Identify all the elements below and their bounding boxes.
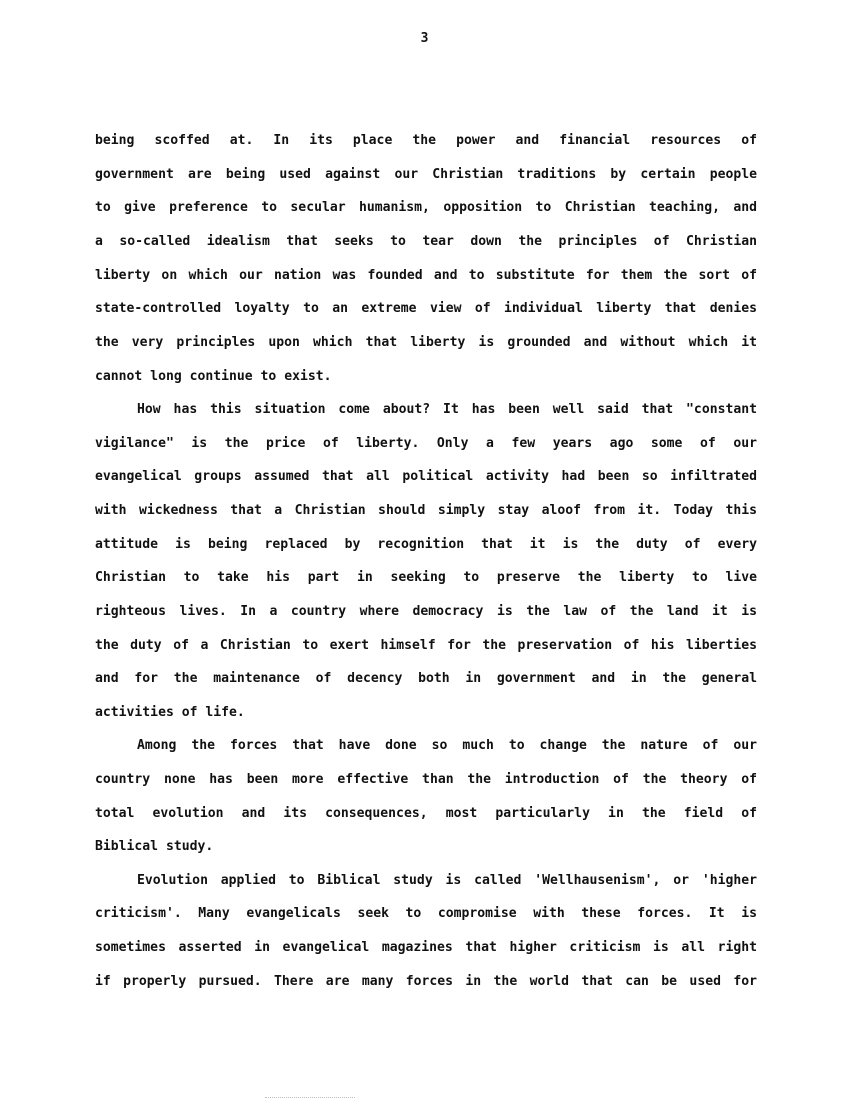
text-line: if properly pursued. There are many forces in the world that can be used for (95, 974, 757, 989)
text-line: Among the forces that have done so much to change the nature of our (137, 738, 757, 753)
text-line: sometimes asserted in evangelical magazines that higher criticism is all right (95, 940, 757, 955)
scan-artifact (265, 1097, 355, 1099)
text-line: being scoffed at. In its place the power and financial resources of (95, 133, 757, 148)
text-line: and for the maintenance of decency both in government and in the general (95, 671, 757, 686)
text-line: a so-called idealism that seeks to tear down the principles of Christian (95, 234, 757, 249)
text-line: government are being used against our Christian traditions by certain people (95, 167, 757, 182)
text-line: How has this situation come about? It has been well said that "constant (137, 402, 757, 417)
text-line: evangelical groups assumed that all political activity had been so infiltrated (95, 469, 757, 484)
text-line: righteous lives. In a country where democracy is the law of the land it is (95, 604, 757, 619)
text-line: activities of life. (95, 705, 245, 720)
text-line: to give preference to secular humanism, opposition to Christian teaching, and (95, 200, 757, 215)
text-line: Biblical study. (95, 839, 214, 854)
text-line: country none has been more effective than the introduction of the theory of (95, 772, 757, 787)
text-line: criticism'. Many evangelicals seek to compromise with these forces. It is (95, 906, 757, 921)
text-line: total evolution and its consequences, most particularly in the field of (95, 806, 757, 821)
text-line: attitude is being replaced by recognition that it is the duty of every (95, 537, 757, 552)
text-line: Christian to take his part in seeking to preserve the liberty to live (95, 570, 757, 585)
text-line: Evolution applied to Biblical study is called 'Wellhausenism', or 'higher (137, 873, 757, 888)
text-line: state-controlled loyalty to an extreme view of individual liberty that denies (95, 301, 757, 316)
page-number: 3 (420, 31, 429, 46)
text-line: cannot long continue to exist. (95, 369, 332, 384)
text-line: the very principles upon which that liberty is grounded and without which it (95, 335, 757, 350)
text-line: with wickedness that a Christian should simply stay aloof from it. Today this (95, 503, 757, 518)
text-line: liberty on which our nation was founded and to substitute for them the sort of (95, 268, 757, 283)
text-line: the duty of a Christian to exert himself for the preservation of his liberties (95, 638, 757, 653)
text-line: vigilance" is the price of liberty. Only a few years ago some of our (95, 436, 757, 451)
